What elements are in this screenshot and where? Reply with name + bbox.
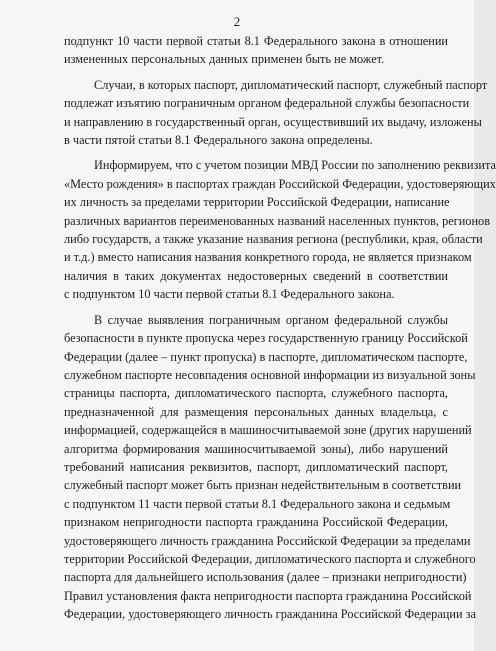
text-line: предназначенной для размещения персональных данных владельца, с: [64, 404, 448, 419]
text-line: подпункт 10 части первой статьи 8.1 Федерального закона в отношении: [64, 34, 448, 48]
paragraph-3: [64, 156, 496, 303]
text-line: различных вариантов переименованных названий населенных пунктов, регионов: [64, 213, 490, 228]
text-line: признаком непригодности паспорта гражданина Российской Федерации,: [64, 515, 448, 530]
text-line: В случае выявления пограничным органом федеральной службы: [94, 312, 448, 327]
text-line: Правил установления факта непригодности паспорта гражданина Российской: [64, 588, 472, 603]
text-line: удостоверяющего личность гражданина Российской Федерации за пределами: [64, 533, 471, 548]
text-line: подлежат изъятию пограничным органом федеральной службы безопасности: [64, 96, 470, 111]
document-body: [64, 32, 496, 631]
text-line: алгоритма формирования машиносчитываемой зоны), либо нарушений: [64, 441, 448, 456]
text-line: безопасности в пункте пропуска через государственную границу Российской: [64, 331, 468, 346]
paragraph-4: [64, 311, 476, 624]
paragraph-2: [64, 76, 488, 150]
text-line: информацией, содержащейся в машиносчитываемой зоне (других нарушений: [64, 423, 472, 438]
text-line: паспорта для дальнейшего использования (далее – признаки непригодности): [64, 570, 467, 585]
text-line: и т.д.) вместо написания названия конкретного города, не является признаком: [64, 250, 472, 265]
paragraph-1: [64, 32, 448, 69]
text-line: в части пятой статьи 8.1 Федерального закона определены.: [64, 133, 373, 148]
text-line: либо государств, а также указание названия региона (республики, края, области: [64, 232, 483, 247]
text-line: территории Российской Федерации, дипломатического паспорта и служебного: [64, 551, 476, 566]
text-line: их личность за пределами территории Российской Федерации, написание: [64, 195, 450, 210]
text-line: Федерации (далее – пункт пропуска) в паспорте, дипломатическом паспорте,: [64, 349, 468, 364]
text-line: страницы паспорта, дипломатического паспорта, служебного паспорта,: [64, 386, 448, 401]
text-line: Случаи, в которых паспорт, дипломатический паспорт, служебный паспорт: [94, 77, 488, 92]
text-line: с подпунктом 11 части первой статьи 8.1 Федерального закона и седьмым: [64, 496, 451, 511]
page-number: 2: [233, 14, 241, 29]
text-line: Федерации, удостоверяющего личность гражданина Российской Федерации за: [64, 607, 476, 622]
text-line: служебном паспорте несовпадения основной информации из визуальной зоны: [64, 367, 476, 382]
text-line: наличия в таких документах недостоверных сведений в соответствии: [64, 268, 448, 283]
text-line: «Место рождения» в паспортах граждан Российской Федерации, удостоверяющих: [64, 176, 496, 191]
text-line: и направлению в государственный орган, осуществивший их выдачу, изложены: [64, 114, 482, 129]
text-line: измененных персональных данных применен быть не может.: [64, 52, 385, 67]
text-line: Информируем, что с учетом позиции МВД России по заполнению реквизита: [94, 158, 496, 173]
text-line: требований написания реквизитов, паспорт, дипломатический паспорт,: [64, 459, 448, 474]
text-line: служебный паспорт может быть признан недействительным в соответствии: [64, 478, 462, 493]
text-line: с подпунктом 10 части первой статьи 8.1 Федерального закона.: [64, 287, 395, 302]
